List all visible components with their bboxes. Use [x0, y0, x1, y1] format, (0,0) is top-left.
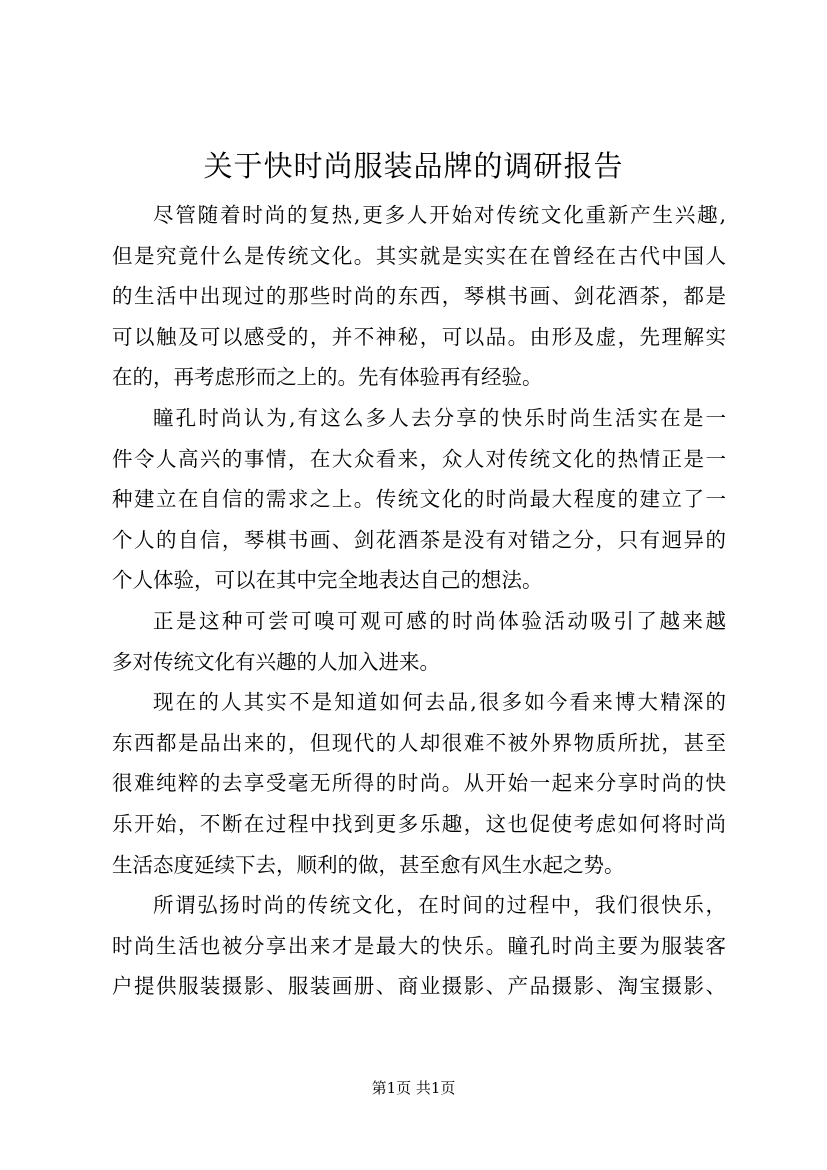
text-line: 个人的自信，琴棋书画、剑花酒茶是没有对错之分，只有迥异的 [112, 527, 726, 552]
text-line: 瞳孔时尚认为,有这么多人去分享的快乐时尚生活实在是一 [153, 405, 726, 430]
text-line: 但是究竟什么是传统文化。其实就是实实在在曾经在古代中国人 [112, 243, 726, 268]
page-footer: 第1页 共1页 [371, 1079, 456, 1097]
text-line: 的生活中出现过的那些时尚的东西，琴棋书画、剑花酒茶，都是 [112, 284, 726, 309]
text-line: 东西都是品出来的，但现代的人却很难不被外界物质所扰，甚至 [112, 730, 726, 755]
text-line: 个人体验，可以在其中完全地表达自己的想法。 [112, 568, 543, 593]
text-line: 现在的人其实不是知道如何去品,很多如今看来博大精深的 [153, 690, 726, 715]
text-line: 种建立在自信的需求之上。传统文化的时尚最大程度的建立了一 [112, 487, 726, 512]
text-line: 多对传统文化有兴趣的人加入进来。 [112, 649, 440, 674]
text-line: 尽管随着时尚的复热,更多人开始对传统文化重新产生兴趣, [153, 203, 726, 227]
document-title: 关于快时尚服装品牌的调研报告 [203, 149, 624, 183]
text-line: 时尚生活也被分享出来才是最大的快乐。瞳孔时尚主要为服装客 [112, 933, 726, 958]
document-body [112, 195, 726, 1007]
text-line: 生活态度延续下去，顺利的做，甚至愈有风生水起之势。 [112, 852, 625, 877]
text-line: 在的，再考虑形而之上的。先有体验再有经验。 [112, 365, 543, 390]
text-line: 可以触及可以感受的，并不神秘，可以品。由形及虚，先理解实 [112, 324, 726, 349]
text-line: 很难纯粹的去享受毫无所得的时尚。从开始一起来分享时尚的快 [112, 771, 726, 796]
text-line: 正是这种可尝可嗅可观可感的时尚体验活动吸引了越来越 [153, 608, 726, 633]
text-line: 所谓弘扬时尚的传统文化，在时间的过程中，我们很快乐， [153, 893, 726, 918]
text-line: 件令人高兴的事情，在大众看来，众人对传统文化的热情正是一 [112, 446, 726, 471]
text-line: 户提供服装摄影、服装画册、商业摄影、产品摄影、淘宝摄影、 [112, 974, 726, 999]
text-line: 乐开始，不断在过程中找到更多乐趣，这也促使考虑如何将时尚 [112, 811, 726, 836]
